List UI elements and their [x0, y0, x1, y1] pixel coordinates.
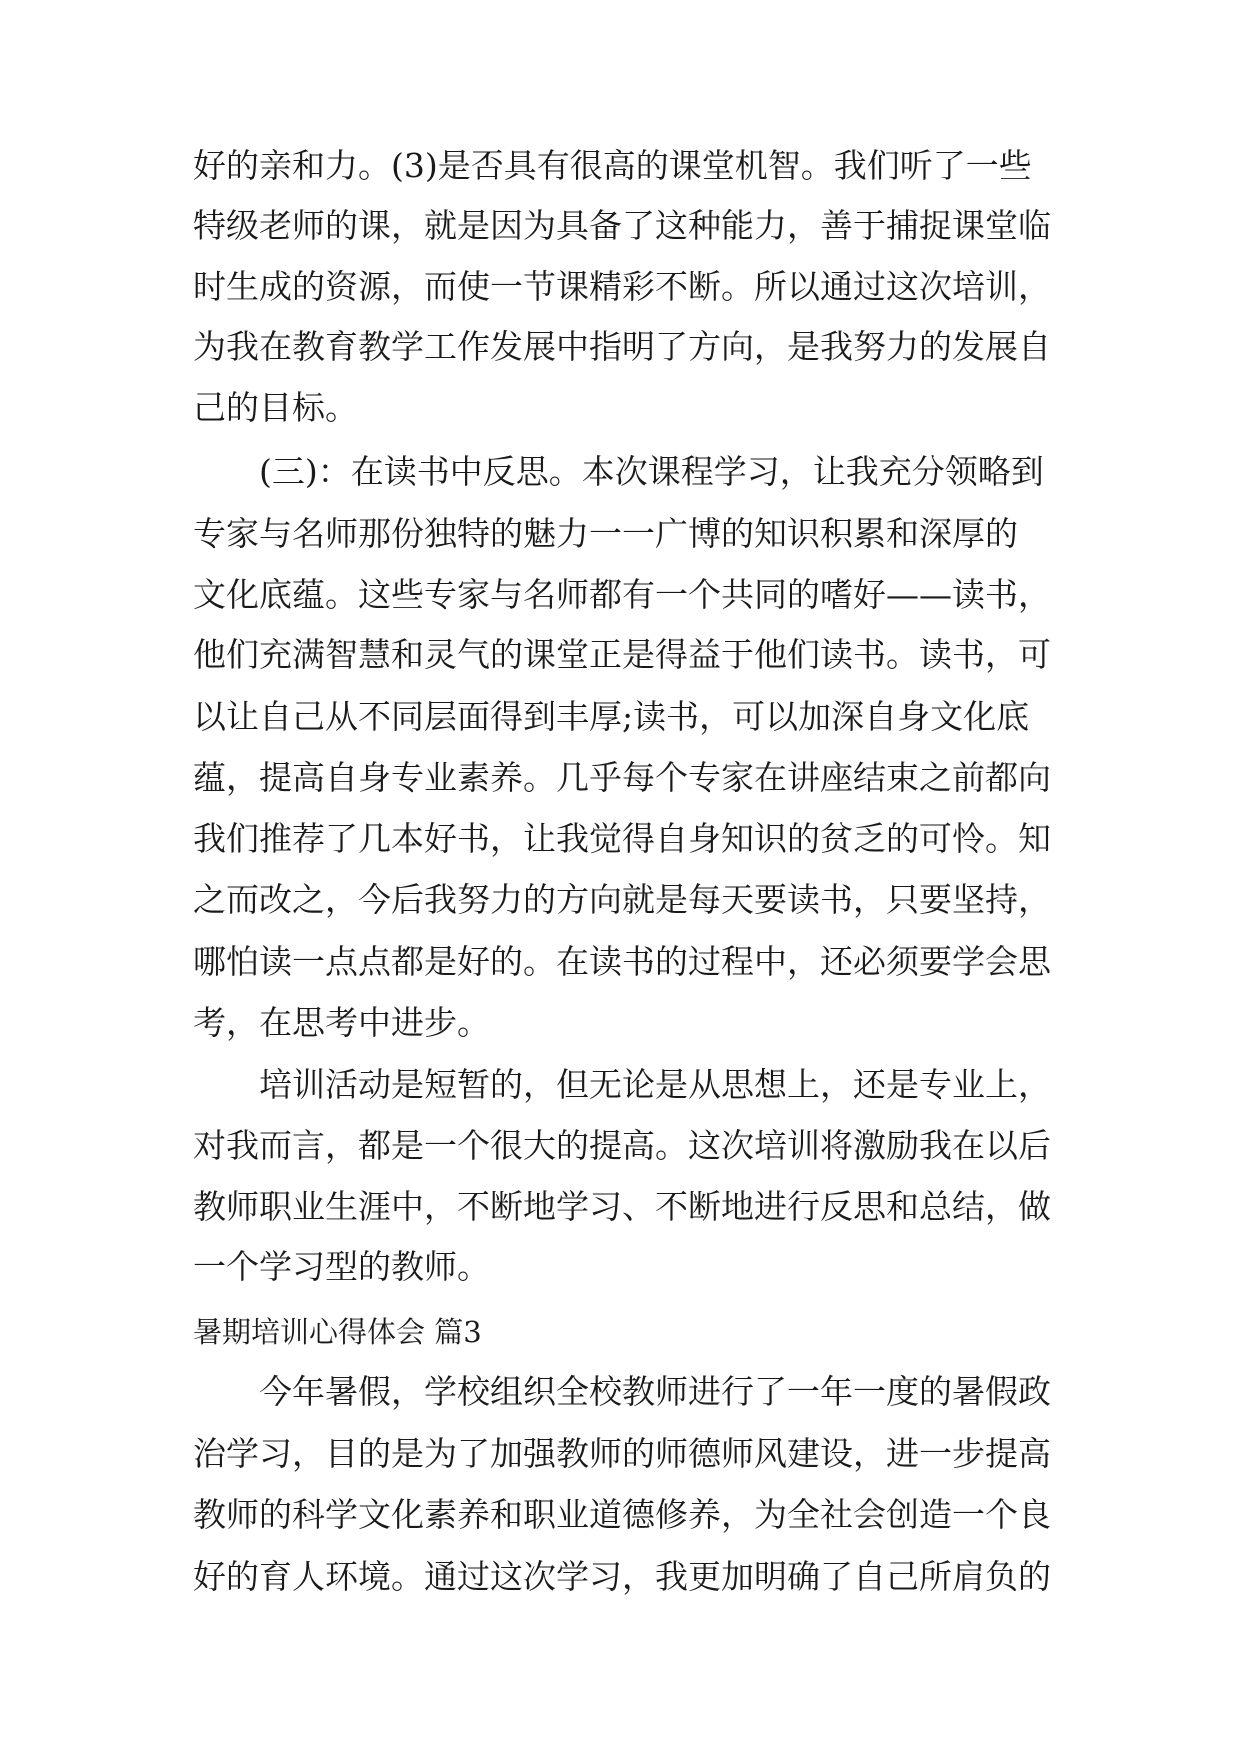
text-line: 治学习，目的是为了加强教师的师德师风建设，进一步提高: [193, 1434, 1051, 1473]
text-line: 一个学习型的教师。: [193, 1247, 490, 1286]
text-line: 好的育人环境。通过这次学习，我更加明确了自己所肩负的: [193, 1557, 1051, 1596]
text-line: 哪怕读一点点都是好的。在读书的过程中，还必须要学会思: [193, 942, 1051, 981]
text-line: 对我而言，都是一个很大的提高。这次培训将激励我在以后: [193, 1126, 1051, 1165]
text-line: 时生成的资源，而使一节课精彩不断。所以通过这次培训，: [193, 267, 1051, 306]
text-line: 之而改之，今后我努力的方向就是每天要读书，只要坚持，: [193, 880, 1051, 919]
text-line: 为我在教育教学工作发展中指明了方向，是我努力的发展自: [193, 327, 1051, 366]
text-line: 我们推荐了几本好书，让我觉得自身知识的贫乏的可怜。知: [193, 819, 1051, 858]
text-line: 己的目标。: [193, 388, 358, 427]
text-line: 专家与名师那份独特的魅力一一广博的知识积累和深厚的: [193, 514, 1018, 553]
text-line: 文化底蕴。这些专家与名师都有一个共同的嗜好——读书，: [193, 575, 1051, 614]
text-line: 好的亲和力。(3)是否具有很高的课堂机智。我们听了一些: [193, 146, 1032, 185]
section-heading: 暑期培训心得体会 篇3: [193, 1315, 482, 1349]
text-line: 考，在思考中进步。: [193, 1003, 490, 1042]
text-line: 教师的科学文化素养和职业道德修养，为全社会创造一个良: [193, 1495, 1051, 1534]
text-line: 以让自己从不同层面得到丰厚;读书，可以加深自身文化底: [193, 697, 1030, 736]
paragraph-start-line: (三)：在读书中反思。本次课程学习，让我充分领略到: [259, 452, 1044, 491]
text-line: 特级老师的课，就是因为具备了这种能力，善于捕捉课堂临: [193, 206, 1051, 245]
text-line: 蕴，提高自身专业素养。几乎每个专家在讲座结束之前都向: [193, 758, 1051, 797]
paragraph-start-line: 今年暑假，学校组织全校教师进行了一年一度的暑假政: [259, 1372, 1051, 1411]
paragraph-start-line: 培训活动是短暂的，但无论是从思想上，还是专业上，: [259, 1065, 1051, 1104]
text-line: 他们充满智慧和灵气的课堂正是得益于他们读书。读书，可: [193, 635, 1051, 674]
text-line: 教师职业生涯中，不断地学习、不断地进行反思和总结，做: [193, 1187, 1051, 1226]
